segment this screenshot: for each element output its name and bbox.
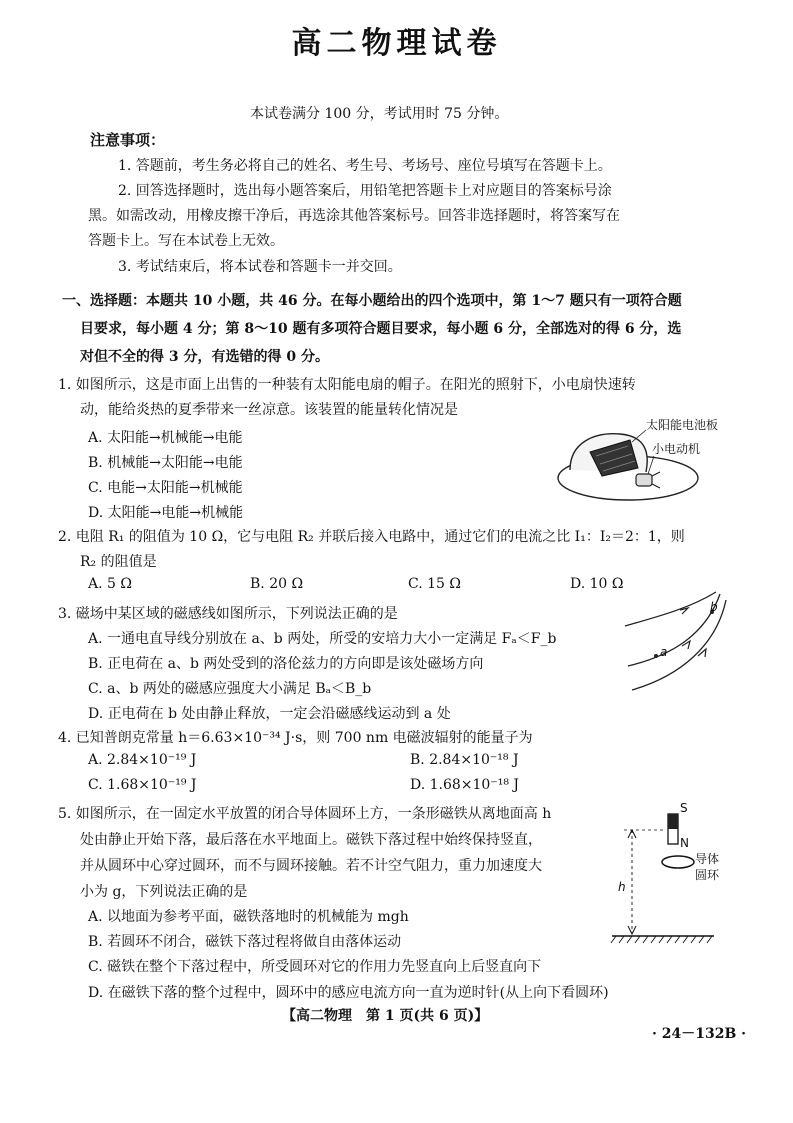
notes-line: 1. 答题前，考生务必将自己的姓名、考生号、考场号、座位号填写在答题卡上。 [118, 158, 612, 174]
solar-panel-label: 太阳能电池板 [646, 418, 719, 432]
point-a-label: a [660, 645, 668, 659]
q2-option-b: B. 20 Ω [250, 576, 304, 592]
q1-stem: 动，能给炎热的夏季带来一丝凉意。该装置的能量转化情况是 [80, 402, 458, 418]
q4-option-b: B. 2.84×10⁻¹⁸ J [410, 752, 519, 768]
q1-option-b: B. 机械能→太阳能→电能 [88, 455, 243, 471]
q5-stem: 并从圆环中心穿过圆环，而不与圆环接触。若不计空气阻力，重力加速度大 [80, 858, 542, 874]
q3-option-c: C. a、b 两处的磁感应强度大小满足 Bₐ＜B_b [88, 681, 372, 697]
section-instruction: 一、选择题：本题共 10 小题，共 46 分。在每小题给出的四个选项中，第 1～7 题只有一项符合题 [62, 293, 682, 309]
q1-stem: 1. 如图所示，这是市面上出售的一种装有太阳能电扇的帽子。在阳光的照射下，小电扇快速转 [58, 377, 636, 393]
point-b-label: b [710, 600, 718, 614]
q3-option-b: B. 正电荷在 a、b 两处受到的洛伦兹力的方向即是该处磁场方向 [88, 656, 484, 672]
notes-line: 答题卡上。写在本试卷上无效。 [88, 233, 284, 249]
q5-option-c: C. 磁铁在整个下落过程中，所受圆环对它的作用力先竖直向上后竖直向下 [88, 959, 542, 975]
notes-line: 黑。如需改动，用橡皮擦干净后，再选涂其他答案标号。回答非选择题时，将答案写在 [88, 208, 620, 224]
q3-stem: 3. 磁场中某区域的磁感线如图所示，下列说法正确的是 [58, 606, 398, 622]
exam-subtitle: 本试卷满分 100 分，考试用时 75 分钟。 [250, 106, 509, 122]
q2-stem: R₂ 的阻值是 [80, 554, 157, 570]
page-footer: 【高二物理 第 1 页(共 6 页)】 [282, 1008, 489, 1024]
q3-option-a: A. 一通电直导线分别放在 a、b 两处，所受的安培力大小一定满足 Fₐ＜F_b [88, 631, 557, 647]
notes-line: 2. 回答选择题时，选出每小题答案后，用铅笔把答题卡上对应题目的答案标号涂 [118, 183, 612, 199]
q5-option-b: B. 若圆环不闭合，磁铁下落过程将做自由落体运动 [88, 934, 402, 950]
section-instruction: 对但不全的得 3 分，有选错的得 0 分。 [80, 349, 329, 365]
q1-option-a: A. 太阳能→机械能→电能 [88, 430, 243, 446]
q1-option-c: C. 电能→太阳能→机械能 [88, 480, 243, 496]
q5-option-a: A. 以地面为参考平面，磁铁落地时的机械能为 mgh [88, 909, 409, 925]
q5-option-d: D. 在磁铁下落的整个过程中，圆环中的感应电流方向一直为逆时针(从上向下看圆环) [88, 985, 609, 1001]
q2-option-d: D. 10 Ω [570, 576, 624, 592]
q3-option-d: D. 正电荷在 b 处由静止释放，一定会沿磁感线运动到 a 处 [88, 706, 451, 722]
ring-label: 导体 [695, 852, 720, 866]
q5-stem: 处由静止开始下落，最后落在水平地面上。磁铁下落过程中始终保持竖直， [80, 832, 542, 848]
section-instruction: 目要求，每小题 4 分；第 8～10 题有多项符合题目要求，每小题 6 分，全部选对的得 6 分，选 [80, 321, 682, 337]
q2-option-a: A. 5 Ω [88, 576, 132, 592]
south-pole-label: S [680, 801, 688, 815]
q5-stem: 小为 g，下列说法正确的是 [80, 884, 248, 900]
q2-stem: 2. 电阻 R₁ 的阻值为 10 Ω，它与电阻 R₂ 并联后接入电路中，通过它们的电流之比 I₁：I₂＝2：1，则 [58, 529, 685, 545]
q4-stem: 4. 已知普朗克常量 h＝6.63×10⁻³⁴ J·s，则 700 nm 电磁波辐射的能量子为 [58, 730, 533, 746]
height-label: h [618, 880, 626, 894]
q1-option-d: D. 太阳能→电能→机械能 [88, 505, 244, 521]
motor-label: 小电动机 [652, 442, 701, 456]
ring-label: 圆环 [695, 868, 720, 882]
q4-option-a: A. 2.84×10⁻¹⁹ J [88, 752, 197, 768]
page-title: 高二物理试卷 [291, 26, 502, 61]
q4-option-d: D. 1.68×10⁻¹⁸ J [410, 777, 520, 793]
q4-option-c: C. 1.68×10⁻¹⁹ J [88, 777, 197, 793]
exam-code: · 24－132B · [652, 1026, 747, 1042]
q2-option-c: C. 15 Ω [408, 576, 461, 592]
notes-heading: 注意事项： [90, 131, 166, 149]
north-pole-label: N [680, 836, 689, 850]
q5-stem: 5. 如图所示，在一固定水平放置的闭合导体圆环上方，一条形磁铁从离地面高 h [58, 806, 552, 822]
notes-line: 3. 考试结束后，将本试卷和答题卡一并交回。 [118, 259, 402, 275]
